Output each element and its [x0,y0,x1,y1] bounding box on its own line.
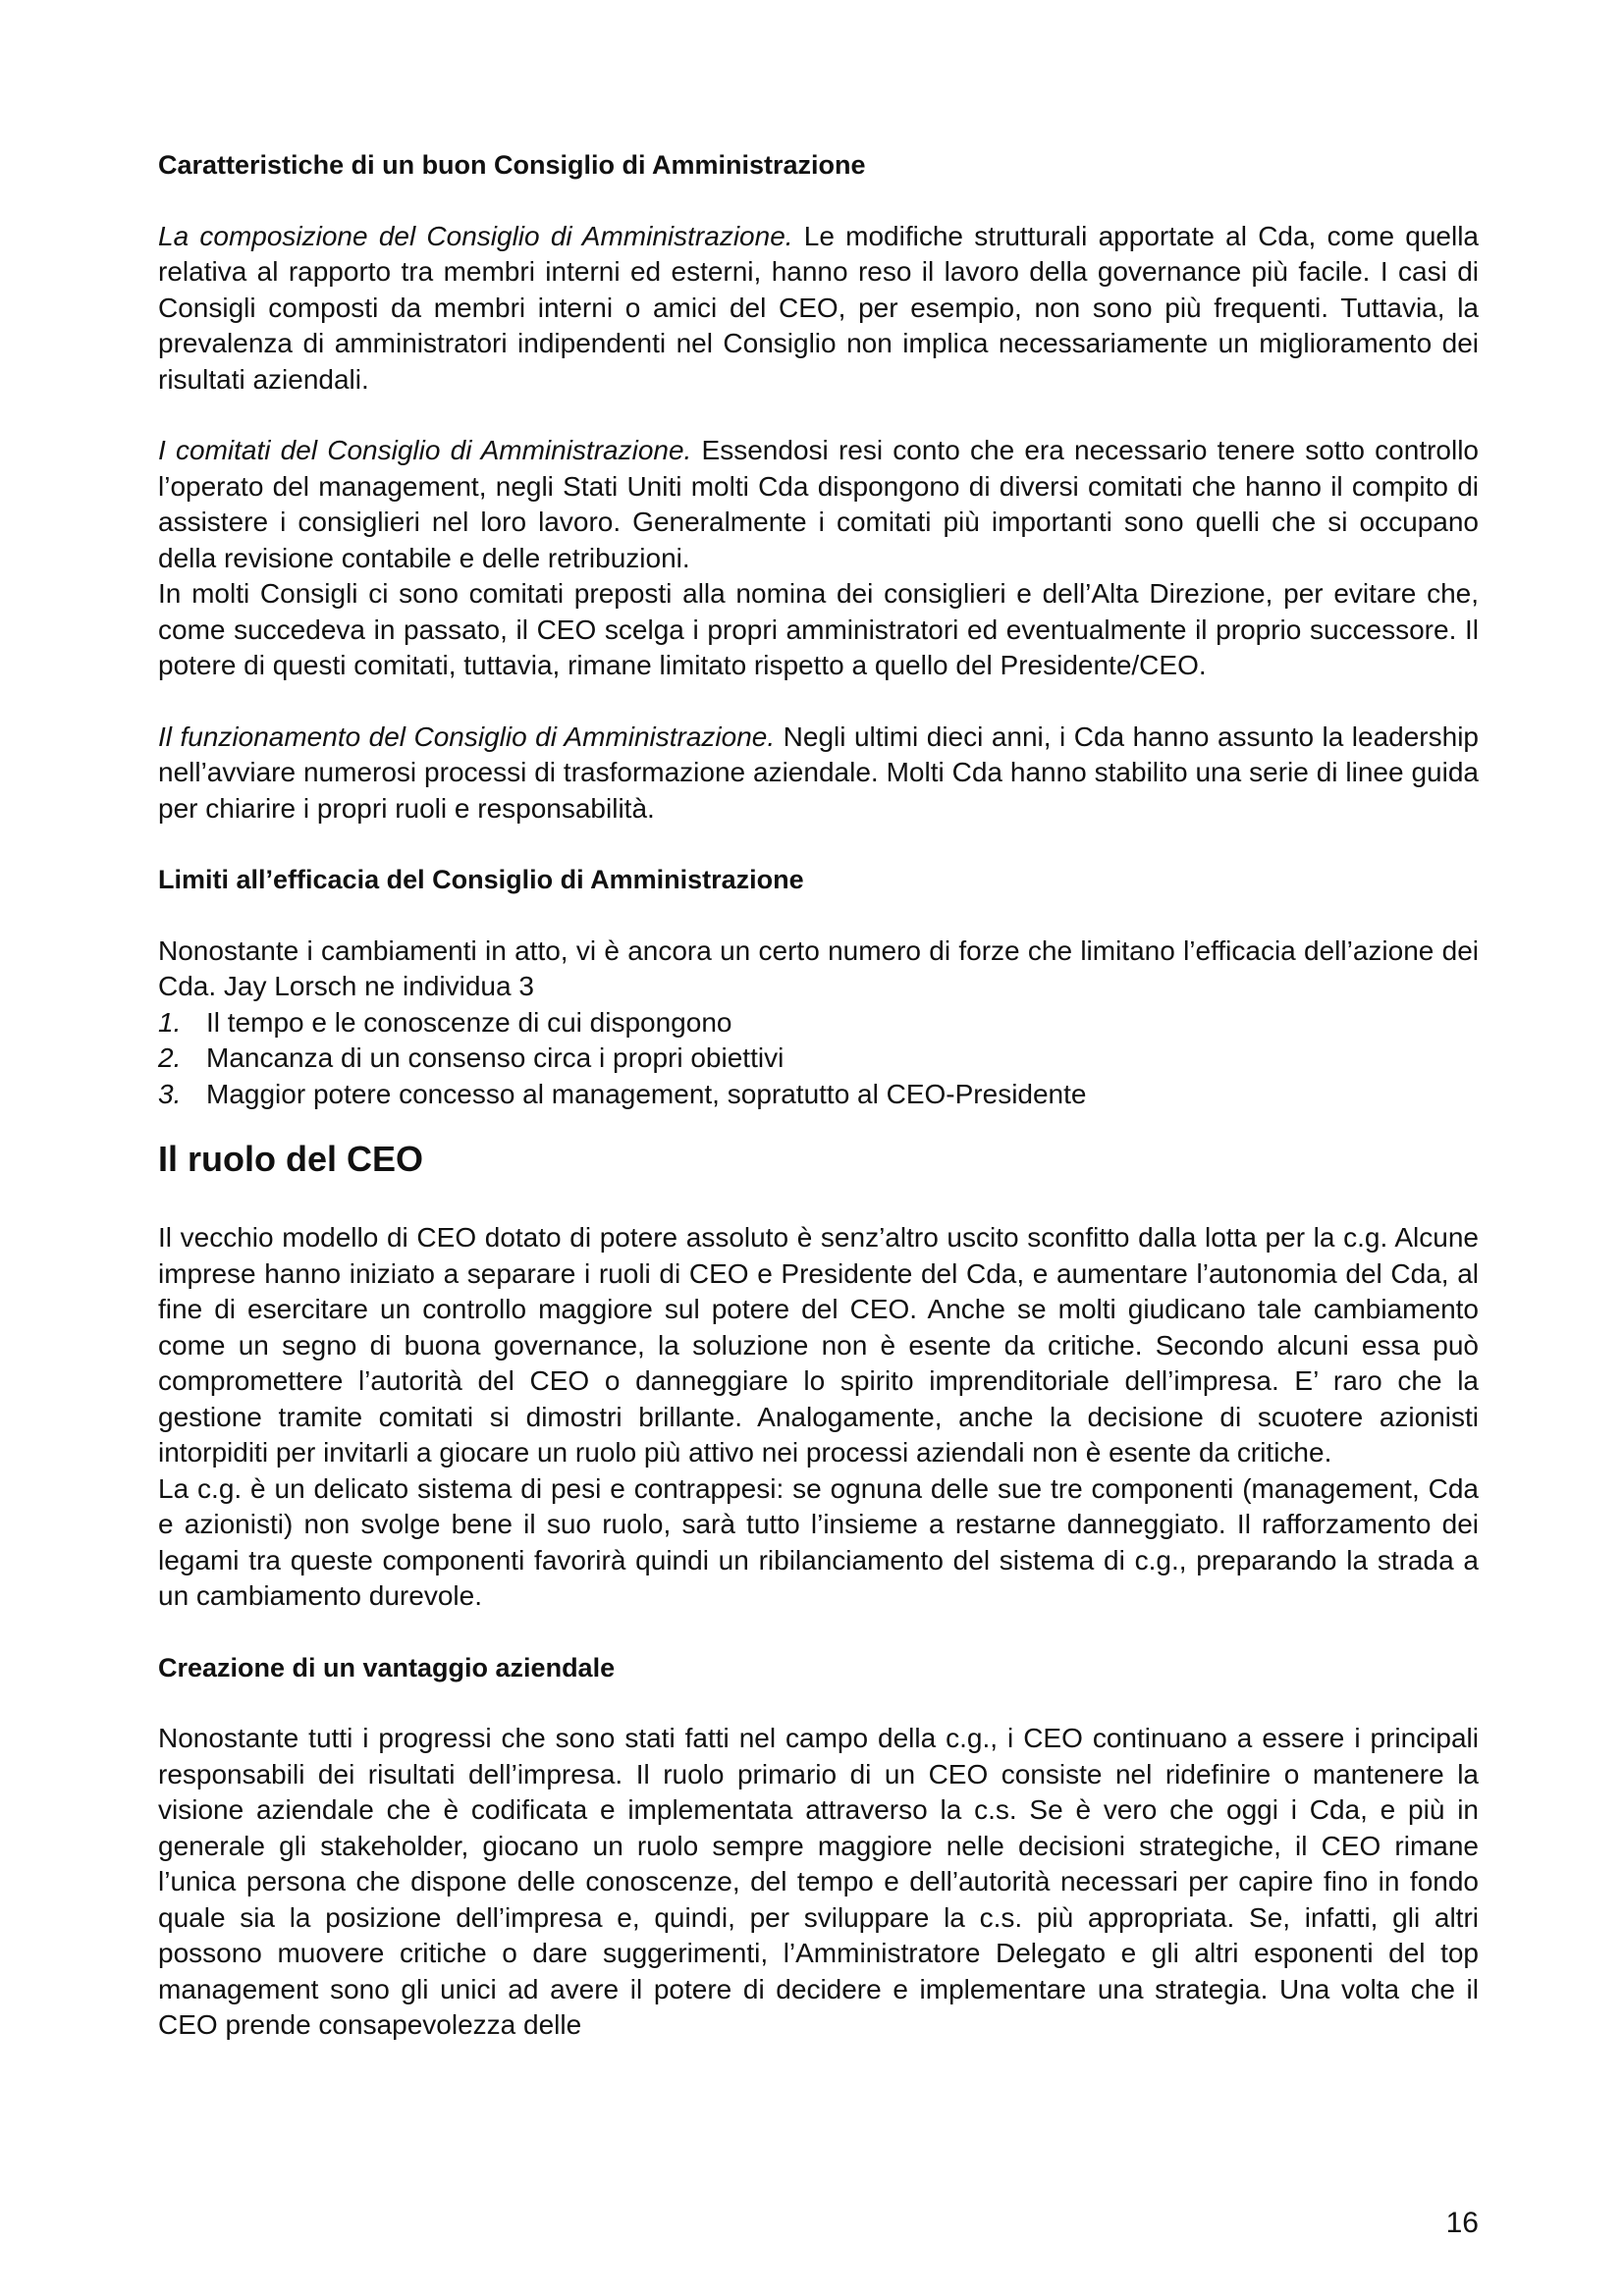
list-item [158,1041,1479,1077]
limits-list [158,1005,1479,1113]
paragraph-lead: I comitati del Consiglio di Amministrazione. [158,435,692,465]
paragraph-board-functioning [158,720,1479,828]
list-item-text: Il tempo e le conoscenze di cui dispongono [206,1006,732,1038]
list-item-number: 3. [158,1078,182,1109]
paragraph-board-committees [158,433,1479,576]
document-page [158,147,1479,2044]
paragraph-body: Essendosi resi conto che era necessario tenere sotto controllo l’operato del management, negli Stati Uniti molti Cda dispongono di diversi comitati che hanno il compito di assistere i consiglieri nel loro lavoro. Generalmente i comitati più importanti sono quelli che si occupano della revisione contabile e delle retribuzioni. [158,435,1480,573]
section-heading-competitive-advantage: Creazione di un vantaggio aziendale [158,1652,616,1682]
page-number: 16 [1445,2207,1479,2239]
paragraph-ceo-responsibility: Nonostante tutti i progressi che sono stati fatti nel campo della c.g., i CEO continuano a essere i principali responsabili dei risultati dell’impresa. Il ruolo primario di un CEO consiste nel ridefinire o mantenere la visione aziendale che è codificata e implementata attraverso la c.s. Se è vero che oggi i Cda, e più in generale gli stakeholder, giocano un ruolo sempre maggiore nelle decisioni strategiche, il CEO rimane l’unica persona che dispone delle conoscenze, del tempo e dell’autorità necessari per capire fino in fondo quale sia la posizione dell’impresa e, quindi, per sviluppare la c.s. più appropriata. Se, infatti, gli altri possono muovere critiche o dare suggerimenti, l’Amministratore Delegato e gli altri esponenti del top management sono gli unici ad avere il potere di decidere e implementare una strategia. Una volta che il CEO prende consapevolezza delle [158,1723,1479,2040]
paragraph-lead: Il funzionamento del Consiglio di Amministrazione. [158,721,776,752]
section-heading-board-limits: Limiti all’efficacia del Consiglio di Amministrazione [158,865,804,894]
list-item-number: 2. [158,1042,182,1073]
list-item [158,1077,1479,1113]
section-title-ceo-role: Il ruolo del CEO [158,1139,424,1179]
list-item-text: Mancanza di un consenso circa i propri obiettivi [206,1042,785,1073]
section-heading-board-characteristics: Caratteristiche di un buon Consiglio di Amministrazione [158,150,866,180]
list-item-text: Maggior potere concesso al management, sopratutto al CEO-Presidente [206,1078,1087,1109]
paragraph-nomination-committees: In molti Consigli ci sono comitati preposti alla nomina dei consiglieri e dell’Alta Direzione, per evitare che, come succedeva in passato, il CEO scelga i propri amministratori ed eventualmente il proprio successore. Il potere di questi comitati, tuttavia, rimane limitato rispetto a quello del Presidente/CEO. [158,578,1479,680]
paragraph-body: Le modifiche strutturali apportate al Cda, come quella relativa al rapporto tra membri interni ed esterni, hanno reso il lavoro della governance più facile. I casi di Consigli composti da membri interni o amici del CEO, per esempio, non sono più frequenti. Tuttavia, la prevalenza di amministratori indipendenti nel Consiglio non implica necessariamente un miglioramento dei risultati aziendali. [158,220,1480,395]
paragraph-checks-balances: La c.g. è un delicato sistema di pesi e contrappesi: se ognuna delle sue tre componenti (management, Cda e azionisti) non svolge bene il suo ruolo, sarà tutto l’insieme a restarne danneggiato. Il rafforzamento dei legami tra queste componenti favorirà quindi un ribilanciamento del sistema di c.g., preparando la strada a un cambiamento durevole. [158,1472,1479,1611]
paragraph-limits-intro: Nonostante i cambiamenti in atto, vi è ancora un certo numero di forze che limitano l’efficacia dell’azione dei Cda. Jay Lorsch ne individua 3 [158,934,1479,1001]
paragraph-board-composition [158,219,1479,399]
paragraph-body: Negli ultimi dieci anni, i Cda hanno assunto la leadership nell’avviare numerosi processi di trasformazione aziendale. Molti Cda hanno stabilito una serie di linee guida per chiarire i propri ruoli e responsabilità. [158,721,1479,824]
list-item [158,1005,1479,1041]
paragraph-lead: La composizione del Consiglio di Amministrazione. [158,220,793,251]
paragraph-ceo-model: Il vecchio modello di CEO dotato di potere assoluto è senz’altro uscito sconfitto dalla lotta per la c.g. Alcune imprese hanno iniziato a separare i ruoli di CEO e Presidente del Cda, e aumentare l’autonomia del Cda, al fine di esercitare un controllo maggiore sul potere del CEO. Anche se molti giudicano tale cambiamento come un segno di buona governance, la soluzione non è esente da critiche. Secondo alcuni essa può compromettere l’autorità del CEO o danneggiare lo spirito imprenditoriale dell’impresa. E’ raro che la gestione tramite comitati si dimostri brillante. Analogamente, anche la decisione di scuotere azionisti intorpiditi per invitarli a giocare un ruolo più attivo nei processi aziendali non è esente da critiche. [158,1222,1479,1468]
list-item-number: 1. [158,1006,182,1038]
